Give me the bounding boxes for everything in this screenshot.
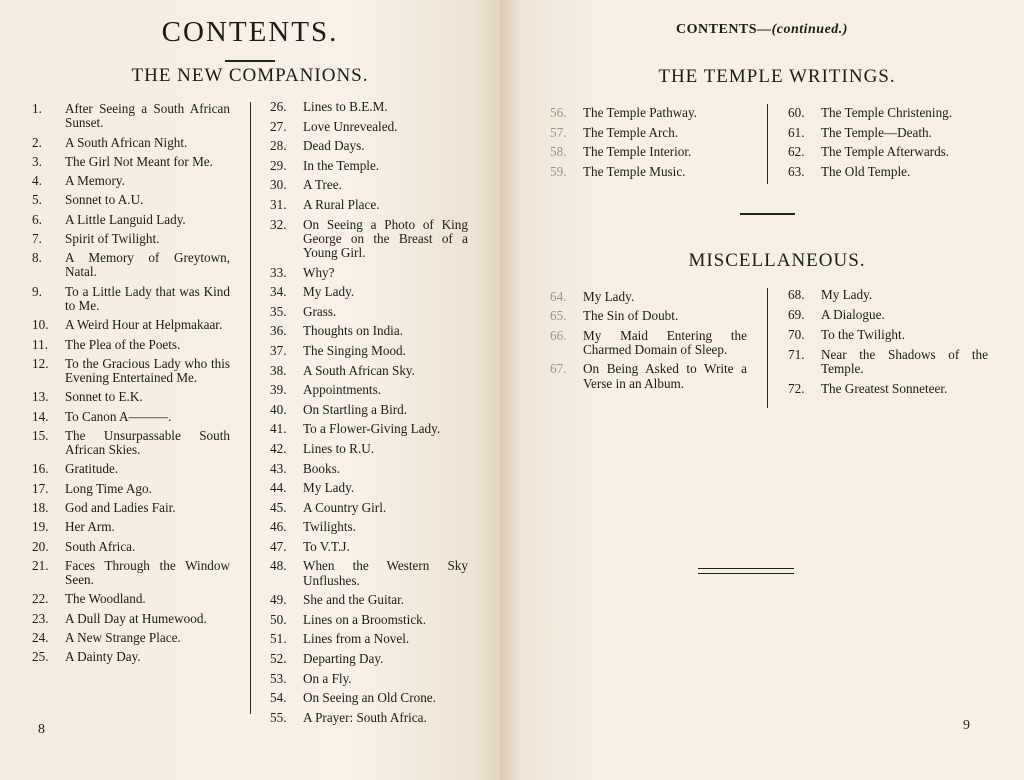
contents-entry (788, 308, 988, 322)
contents-entry (32, 338, 230, 352)
entry-title: To V.T.J. (303, 538, 350, 554)
entry-title: Sonnet to A.U. (65, 192, 144, 208)
entry-number: 46. (270, 519, 287, 535)
entry-number: 11. (32, 336, 48, 352)
entry-title: On Being Asked to Write a Verse in an Album. (583, 361, 747, 391)
entry-number: 9. (32, 283, 42, 299)
contents-entry (270, 652, 468, 666)
entry-title: The Greatest Sonneteer. (821, 381, 948, 397)
entry-number: 47. (270, 538, 287, 554)
misc-column-divider (767, 288, 768, 408)
entry-title: The Temple Christening. (821, 105, 953, 120)
contents-continued-header: CONTENTS—(continued.) (676, 22, 848, 37)
contents-column-2 (270, 100, 468, 730)
entry-title: Lines on a Broomstick. (303, 611, 427, 627)
contents-entry (270, 198, 468, 212)
entry-number: 1. (32, 101, 42, 116)
entry-title: Lines from a Novel. (303, 631, 410, 647)
entry-number: 63. (788, 163, 805, 179)
end-rule-top (698, 568, 794, 569)
entry-title: Faces Through the Window Seen. (65, 557, 230, 588)
entry-title: Twilights. (303, 519, 356, 535)
section-title-temple-writings: THE TEMPLE WRITINGS. (658, 66, 896, 87)
entry-number: 70. (788, 327, 805, 342)
entry-number: 15. (32, 427, 49, 443)
entry-title: A Memory. (65, 173, 125, 189)
entry-title: Lines to R.U. (303, 440, 375, 456)
entry-title: My Lady. (303, 480, 355, 496)
contents-heading: CONTENTS. (161, 16, 339, 48)
entry-number: 49. (270, 592, 287, 608)
misc-column-1 (550, 290, 747, 396)
entry-title: The Unsurpassable South African Skies. (65, 427, 230, 458)
entry-title: My Maid Entering the Charmed Domain of Sleep. (583, 327, 747, 357)
entry-number: 65. (550, 308, 567, 324)
entry-number: 41. (270, 421, 287, 437)
entry-title: To the Twilight. (821, 327, 905, 342)
contents-entry (32, 410, 230, 424)
page-number-right: 9 (963, 718, 970, 733)
contents-column-1 (32, 102, 230, 670)
entry-title: The Singing Mood. (303, 342, 406, 358)
entry-title: Long Time Ago. (65, 480, 152, 496)
entry-number: 17. (32, 480, 49, 496)
contents-entry (32, 631, 230, 645)
entry-title: Departing Day. (303, 651, 384, 667)
contents-entry (550, 362, 747, 390)
entry-title: Gratitude. (65, 461, 119, 477)
entry-number: 48. (270, 558, 287, 574)
entry-number: 60. (788, 105, 805, 120)
entry-number: 26. (270, 99, 287, 114)
contents-entry (788, 288, 988, 302)
entry-title: To the Gracious Lady who this Evening Entertained Me. (65, 355, 230, 386)
entry-number: 12. (32, 355, 49, 371)
contents-entry (32, 174, 230, 188)
entry-title: A New Strange Place. (65, 630, 181, 646)
entry-number: 10. (32, 317, 49, 333)
entry-number: 13. (32, 389, 49, 405)
contents-entry (270, 632, 468, 646)
entry-number: 19. (32, 519, 49, 535)
entry-number: 16. (32, 461, 49, 477)
contents-entry (270, 344, 468, 358)
contents-entry (270, 711, 468, 725)
entry-title: Sonnet to E.K. (65, 389, 143, 405)
entry-title: To a Little Lady that was Kind to Me. (65, 283, 230, 313)
entry-title: A Tree. (303, 177, 342, 193)
entry-title: The Temple Pathway. (583, 105, 698, 120)
entry-number: 7. (32, 230, 42, 246)
contents-entry (32, 390, 230, 404)
contents-entry (270, 285, 468, 299)
entry-title: A South African Night. (65, 134, 188, 150)
contents-entry (788, 328, 988, 342)
entry-number: 31. (270, 196, 287, 212)
contents-entry (270, 120, 468, 134)
contents-entry (270, 100, 468, 114)
entry-number: 34. (270, 284, 287, 300)
entry-number: 20. (32, 538, 49, 554)
contents-entry (270, 139, 468, 153)
entry-number: 67. (550, 361, 567, 377)
entry-title: Thoughts on India. (303, 323, 403, 339)
contents-entry (270, 422, 468, 436)
contents-entry (32, 357, 230, 385)
contents-entry (32, 102, 230, 130)
entry-number: 44. (270, 480, 287, 496)
section-title-new-companions: THE NEW COMPANIONS. (131, 65, 369, 86)
entry-number: 54. (270, 690, 287, 706)
entry-title: A Country Girl. (303, 499, 387, 515)
temple-column-divider (767, 104, 768, 184)
contents-entry (270, 540, 468, 554)
contents-entry (788, 145, 988, 159)
contents-entry (788, 106, 988, 120)
entry-number: 2. (32, 134, 42, 150)
entry-title: God and Ladies Fair. (65, 500, 176, 516)
contents-entry (270, 218, 468, 261)
entry-title: A Rural Place. (303, 196, 380, 212)
entry-title: The Temple Interior. (583, 144, 692, 159)
entry-number: 25. (32, 649, 49, 665)
contents-entry (270, 364, 468, 378)
entry-number: 28. (270, 138, 287, 154)
entry-title: A Dull Day at Humewood. (65, 610, 207, 626)
temple-column-1 (550, 106, 750, 184)
entry-title: Grass. (303, 303, 337, 319)
entry-number: 58. (550, 144, 567, 159)
contents-entry (32, 612, 230, 626)
entry-number: 35. (270, 303, 287, 319)
contents-entry (788, 382, 988, 396)
entry-title: On a Fly. (303, 670, 352, 686)
entry-title: A Dainty Day. (65, 649, 141, 665)
left-page (0, 0, 500, 780)
end-rule-bottom (698, 573, 794, 574)
entry-number: 50. (270, 611, 287, 627)
entry-number: 21. (32, 557, 49, 573)
entry-title: A Dialogue. (821, 307, 885, 322)
entry-number: 62. (788, 144, 805, 159)
contents-entry (270, 305, 468, 319)
page-number-left: 8 (38, 722, 45, 737)
entry-title: Love Unrevealed. (303, 118, 398, 134)
heading-rule (225, 60, 275, 62)
entry-number: 40. (270, 401, 287, 417)
entry-title: A Memory of Greytown, Natal. (65, 250, 230, 280)
contents-entry (270, 593, 468, 607)
contents-entry (32, 155, 230, 169)
entry-number: 33. (270, 264, 287, 280)
contents-entry (270, 178, 468, 192)
contents-entry (32, 193, 230, 207)
entry-number: 56. (550, 105, 567, 120)
entry-title: A Prayer: South Africa. (303, 709, 427, 725)
entry-number: 29. (270, 157, 287, 173)
entry-number: 37. (270, 342, 287, 358)
contents-entry (550, 145, 750, 159)
entry-title: In the Temple. (303, 157, 380, 173)
contents-entry (270, 442, 468, 456)
contents-entry (788, 348, 988, 376)
entry-title: Lines to B.E.M. (303, 99, 388, 114)
entry-title: Dead Days. (303, 138, 365, 154)
entry-title: South Africa. (65, 538, 136, 554)
contents-entry (270, 559, 468, 587)
entry-title: When the Western Sky Unflushes. (303, 558, 468, 588)
entry-number: 42. (270, 440, 287, 456)
entry-number: 5. (32, 192, 42, 208)
temple-column-2 (788, 106, 988, 184)
entry-title: A Weird Hour at Helpmakaar. (65, 317, 223, 333)
entry-title: The Plea of the Poets. (65, 336, 181, 352)
entry-title: On Startling a Bird. (303, 401, 408, 417)
contents-entry (270, 672, 468, 686)
contents-entry (270, 613, 468, 627)
entry-number: 66. (550, 327, 567, 343)
contents-entry (32, 429, 230, 457)
entry-title: Appointments. (303, 382, 382, 398)
entry-title: On Seeing an Old Crone. (303, 690, 436, 706)
entry-number: 68. (788, 287, 805, 302)
entry-number: 14. (32, 408, 49, 424)
entry-title: The Old Temple. (821, 163, 911, 179)
entry-title: To a Flower-Giving Lady. (303, 421, 441, 437)
entry-number: 22. (32, 591, 49, 607)
contents-entry (550, 329, 747, 357)
section-separator (740, 213, 795, 215)
contents-entry (32, 520, 230, 534)
entry-title: A South African Sky. (303, 362, 415, 378)
contents-entry (788, 165, 988, 179)
contents-entry (270, 324, 468, 338)
entry-number: 51. (270, 631, 287, 647)
contents-entry (32, 232, 230, 246)
entry-title: The Sin of Doubt. (583, 308, 679, 324)
entry-number: 38. (270, 362, 287, 378)
contents-entry (270, 691, 468, 705)
entry-title: The Temple Afterwards. (821, 144, 950, 159)
contents-entry (550, 309, 747, 323)
contents-entry (32, 540, 230, 554)
entry-number: 43. (270, 460, 287, 476)
contents-entry (32, 650, 230, 664)
entry-number: 18. (32, 500, 49, 516)
entry-title: Spirit of Twilight. (65, 230, 160, 246)
entry-title: A Little Languid Lady. (65, 211, 186, 227)
column-divider (250, 102, 251, 714)
entry-title: Near the Shadows of the Temple. (821, 347, 988, 377)
contents-entry (270, 520, 468, 534)
entry-title: To Canon A———. (65, 408, 172, 424)
contents-entry (270, 501, 468, 515)
entry-number: 36. (270, 323, 287, 339)
contents-entry (550, 165, 750, 179)
entry-number: 55. (270, 709, 287, 725)
entry-number: 27. (270, 118, 287, 134)
entry-number: 6. (32, 211, 42, 227)
entry-number: 30. (270, 177, 287, 193)
entry-number: 24. (32, 630, 49, 646)
entry-title: Her Arm. (65, 519, 115, 535)
entry-number: 53. (270, 670, 287, 686)
entry-number: 72. (788, 381, 805, 397)
entry-title: She and the Guitar. (303, 592, 405, 608)
entry-title: My Lady. (821, 287, 873, 302)
entry-number: 57. (550, 124, 567, 140)
contents-entry (270, 481, 468, 495)
entry-title: The Girl Not Meant for Me. (65, 153, 213, 169)
entry-number: 4. (32, 173, 42, 189)
entry-number: 39. (270, 382, 287, 398)
misc-column-2 (788, 288, 988, 402)
entry-title: After Seeing a South African Sunset. (65, 101, 230, 131)
contents-entry (32, 559, 230, 587)
contents-entry (32, 213, 230, 227)
contents-entry (32, 285, 230, 313)
contents-entry (550, 106, 750, 120)
contents-entry (32, 318, 230, 332)
contents-entry (32, 482, 230, 496)
entry-title: The Temple—Death. (821, 124, 932, 140)
contents-entry (32, 136, 230, 150)
contents-entry (32, 462, 230, 476)
entry-number: 69. (788, 307, 805, 322)
entry-title: The Woodland. (65, 591, 146, 607)
contents-entry (270, 462, 468, 476)
contents-entry (788, 126, 988, 140)
entry-number: 23. (32, 610, 49, 626)
entry-number: 45. (270, 499, 287, 515)
entry-title: Books. (303, 460, 341, 476)
section-title-miscellaneous: MISCELLANEOUS. (688, 250, 866, 271)
entry-title: My Lady. (583, 289, 635, 304)
entry-title: On Seeing a Photo of King George on the Breast of a Young Girl. (303, 216, 468, 260)
entry-number: 61. (788, 124, 805, 140)
entry-title: The Temple Arch. (583, 124, 679, 140)
contents-entry (270, 383, 468, 397)
contents-entry (270, 159, 468, 173)
entry-number: 59. (550, 163, 567, 179)
contents-entry (270, 266, 468, 280)
contents-entry (32, 251, 230, 279)
entry-title: Why? (303, 264, 335, 280)
entry-title: The Temple Music. (583, 163, 686, 179)
contents-entry (32, 501, 230, 515)
contents-entry (550, 290, 747, 304)
entry-number: 8. (32, 250, 42, 266)
contents-entry (270, 403, 468, 417)
entry-title: My Lady. (303, 284, 355, 300)
contents-entry (32, 592, 230, 606)
entry-number: 3. (32, 153, 42, 169)
entry-number: 52. (270, 651, 287, 667)
entry-number: 32. (270, 216, 287, 232)
entry-number: 71. (788, 347, 805, 362)
contents-entry (550, 126, 750, 140)
entry-number: 64. (550, 289, 567, 304)
